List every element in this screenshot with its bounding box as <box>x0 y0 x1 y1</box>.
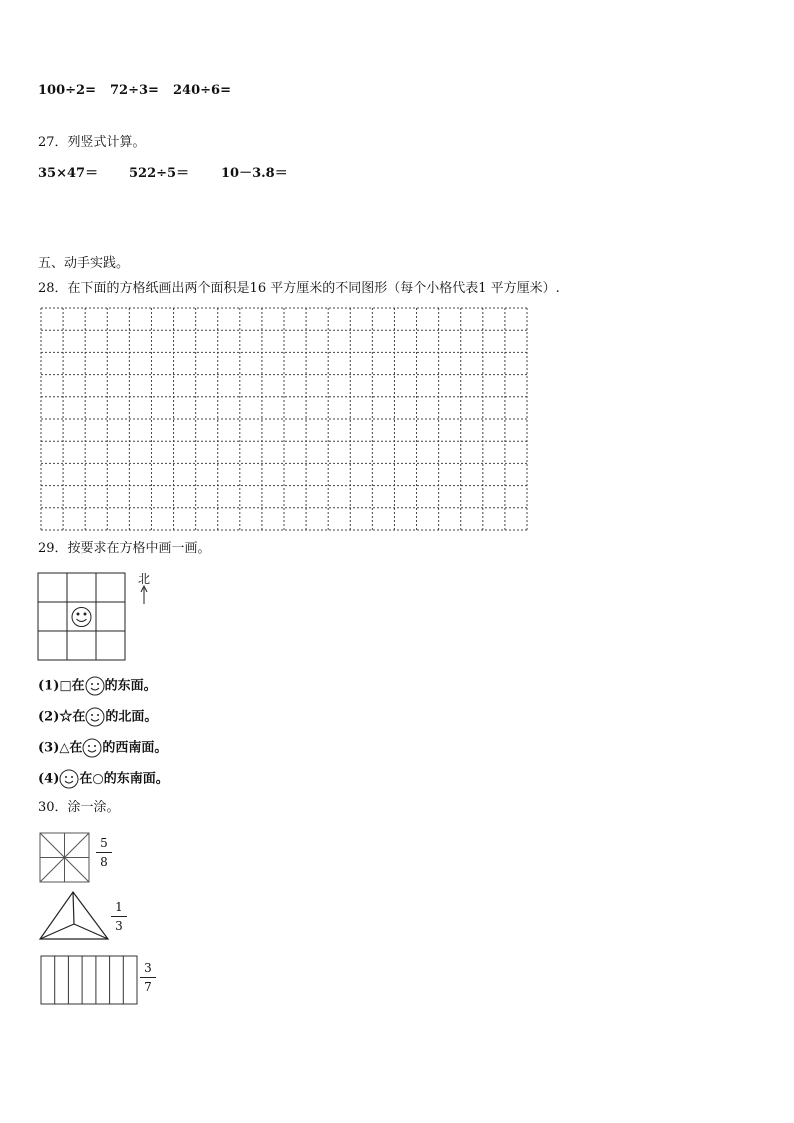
q28-title: 28．在下面的方格纸画出两个面积是16 平方厘米的不同图形（每个小格代表1 平方厘米）. <box>38 281 560 296</box>
q30-title: 30．涂一涂。 <box>38 800 120 815</box>
q29-item-3 <box>38 738 167 758</box>
fraction-numerator: 5 <box>100 836 108 850</box>
q27-expr-2: 522÷5＝ <box>129 166 190 181</box>
smiley-face-icon <box>72 608 91 627</box>
q29-item-4-prefix: (4) <box>38 771 60 787</box>
smiley-face-icon <box>82 738 102 758</box>
smiley-face-icon <box>59 769 79 789</box>
fraction-denominator: 8 <box>100 855 108 869</box>
fraction-3-7 <box>140 961 156 994</box>
q26-expr-2: 72÷3= <box>110 83 159 98</box>
section5-title: 五、动手实践。 <box>38 256 130 271</box>
q29-item-3-prefix: (3)△在 <box>38 740 83 756</box>
q29-item-3-suffix: 的西南面。 <box>102 740 168 756</box>
q26-expr-1: 100÷2= <box>38 83 96 98</box>
q29-title: 29．按要求在方格中画一画。 <box>38 541 211 556</box>
q29-item-2-prefix: (2)☆在 <box>38 709 86 725</box>
q29-item-1 <box>38 676 157 696</box>
q29-item-1-suffix: 的东面。 <box>104 678 157 694</box>
q29-item-2-suffix: 的北面。 <box>105 709 158 725</box>
fraction-numerator: 3 <box>144 961 152 975</box>
fraction-denominator: 7 <box>144 980 152 994</box>
q29-item-2 <box>38 707 157 727</box>
q27-title: 27．列竖式计算。 <box>38 135 146 150</box>
q29-grid[interactable] <box>37 572 129 664</box>
q29-item-4 <box>38 769 169 789</box>
q28-dotted-grid[interactable] <box>40 307 530 531</box>
north-label: 北 <box>138 572 151 586</box>
fraction-denominator: 3 <box>115 919 123 933</box>
fraction-1-3 <box>111 900 127 933</box>
q27-expr-3: 10－3.8＝ <box>221 166 288 181</box>
q29-item-4-suffix: 在○的东南面。 <box>79 771 169 787</box>
fraction-numerator: 1 <box>115 900 123 914</box>
q29-item-1-prefix: (1)□在 <box>38 678 85 694</box>
north-arrow-icon <box>139 585 149 605</box>
square-eighths-shape[interactable] <box>38 831 92 885</box>
fraction-5-8 <box>96 836 112 869</box>
smiley-face-icon <box>85 707 105 727</box>
triangle-thirds-shape[interactable] <box>37 890 111 942</box>
smiley-face-icon <box>85 676 105 696</box>
rectangle-sevenths-shape[interactable] <box>39 954 139 1006</box>
q26-expr-3: 240÷6= <box>173 83 231 98</box>
q27-expr-1: 35×47＝ <box>38 166 99 181</box>
